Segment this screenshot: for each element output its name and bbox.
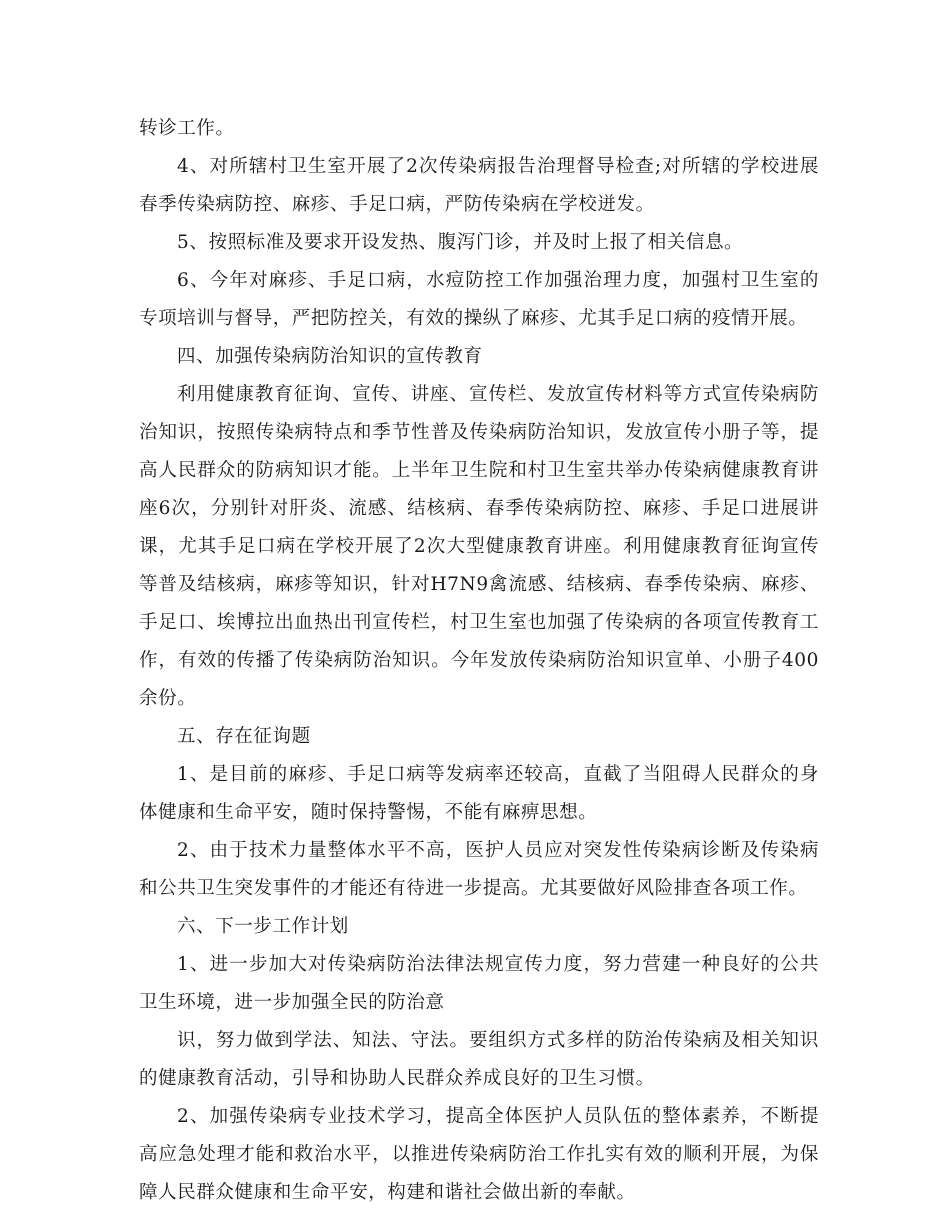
paragraph: 2、由于技术力量整体水平不高，医护人员应对突发性传染病诊断及传染病和公共卫生突发事件的才能还有待进一步提高。尤其要做好风险排查各项工作。 <box>139 840 819 899</box>
paragraph: 5、按照标准及要求开设发热、腹泻门诊，并及时上报了相关信息。 <box>177 232 744 253</box>
paragraph: 2、加强传染病专业技术学习，提高全体医护人员队伍的整体素养，不断提高应急处理才能和救治水平，以推进传染病防治工作扎实有效的顺利开展，为保障人民群众健康和生命平安，构建和谐社会做出新的奉献。 <box>139 1106 819 1203</box>
document-body <box>139 110 819 1212</box>
paragraph: 转诊工作。 <box>139 118 235 139</box>
section-heading: 六、下一步工作计划 <box>177 916 349 937</box>
section-heading: 五、存在征询题 <box>177 726 311 747</box>
paragraph: 1、进一步加大对传染病防治法律法规宣传力度，努力营建一种良好的公共卫生环境，进一步加强全民的防治意 <box>139 954 819 1013</box>
paragraph: 6、今年对麻疹、手足口病，水痘防控工作加强治理力度，加强村卫生室的专项培训与督导，严把防控关，有效的操纵了麻疹、尤其手足口病的疫情开展。 <box>139 270 819 329</box>
paragraph: 4、对所辖村卫生室开展了2次传染病报告治理督导检查;对所辖的学校进展春季传染病防控、麻疹、手足口病，严防传染病在学校迸发。 <box>139 156 819 215</box>
paragraph: 1、是目前的麻疹、手足口病等发病率还较高，直截了当阻碍人民群众的身体健康和生命平安，随时保持警惕，不能有麻痹思想。 <box>139 764 819 823</box>
paragraph: 利用健康教育征询、宣传、讲座、宣传栏、发放宣传材料等方式宣传染病防治知识，按照传染病特点和季节性普及传染病防治知识，发放宣传小册子等，提高人民群众的防病知识才能。上半年卫生院和村卫生室共举办传染病健康教育讲座6次，分别针对肝炎、流感、结核病、春季传染病防控、麻疹、手足口进展讲课，尤其手足口病在学校开展了2次大型健康教育讲座。利用健康教育征询宣传等普及结核病，麻疹等知识，针对H7N9禽流感、结核病、春季传染病、麻疹、手足口、埃博拉出血热出刊宣传栏，村卫生室也加强了传染病的各项宣传教育工作，有效的传播了传染病防治知识。今年发放传染病防治知识宣单、小册子400余份。 <box>139 384 819 709</box>
paragraph: 识，努力做到学法、知法、守法。要组织方式多样的防治传染病及相关知识的健康教育活动，引导和协助人民群众养成良好的卫生习惯。 <box>139 1030 819 1089</box>
section-heading: 四、加强传染病防治知识的宣传教育 <box>177 346 483 367</box>
